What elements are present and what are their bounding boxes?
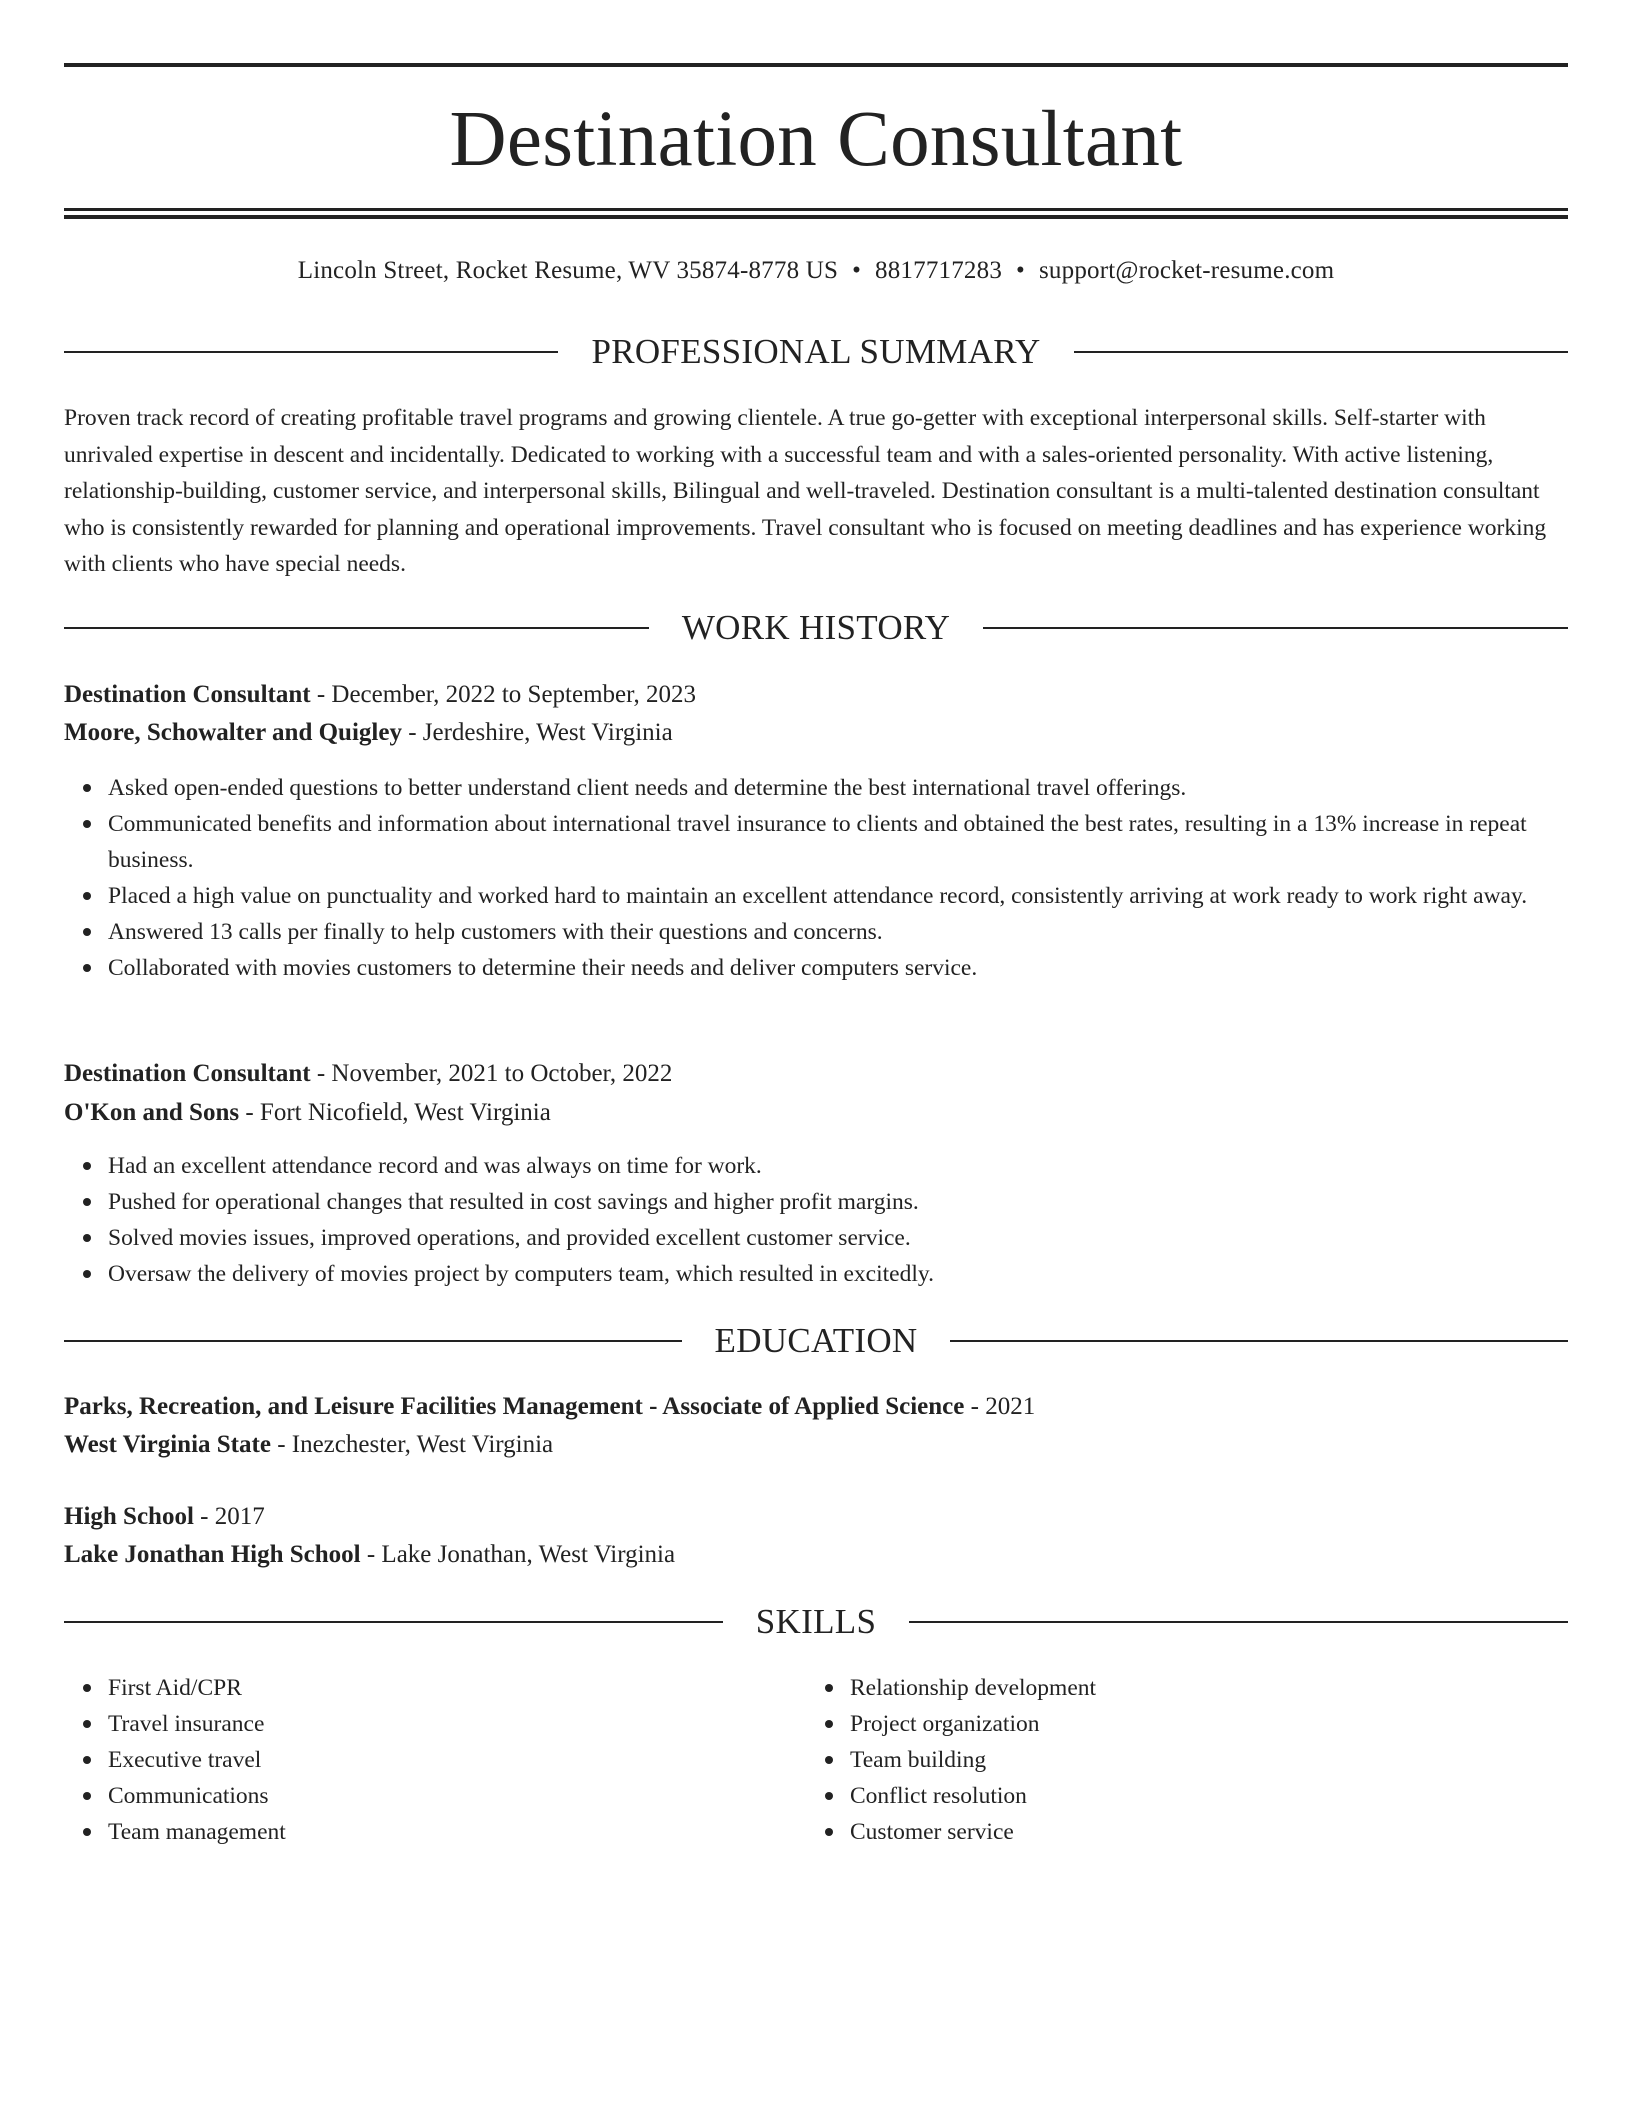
education-school: West Virginia State: [64, 1431, 271, 1458]
list-item: Answered 13 calls per finally to help customers with their questions and concerns.: [108, 914, 1568, 950]
section-heading-work-history: [64, 606, 1568, 650]
divider-line: [64, 1340, 682, 1342]
list-item: Had an excellent attendance record and was always on time for work.: [108, 1148, 1568, 1184]
list-item: Placed a high value on punctuality and worked hard to maintain an excellent attendance record, consistently arriving at work ready to work right away.: [108, 878, 1568, 914]
contact-email[interactable]: support@rocket-resume.com: [1038, 257, 1335, 284]
job-title-line: [64, 1057, 1568, 1091]
summary-text: Proven track record of creating profitable travel programs and growing clientele. A true go-getter with exceptional interpersonal skills. Self-starter with unrivaled expertise in descent and incidentally. Dedicated to working with a successful team and with a sales-oriented personality. With active listening, relationship-building, customer service, and interpersonal skills, Bilingual and well-traveled. Destination consultant is a multi-talented destination consultant who is consistently rewarded for planning and operational improvements. Travel consultant who is focused on meeting deadlines and has experience working with clients who have special needs.: [64, 405, 1547, 577]
contact-line: [64, 254, 1568, 288]
list-item: Pushed for operational changes that resulted in cost savings and higher profit margins.: [108, 1184, 1568, 1220]
education-school-line: [64, 1428, 1568, 1462]
header-top-rule: [64, 63, 1568, 67]
contact-separator: •: [1016, 257, 1025, 284]
header-double-rule-upper: [64, 208, 1568, 211]
skill-item: Customer service: [850, 1814, 1506, 1850]
job-dates: - December, 2022 to September, 2023: [310, 681, 696, 708]
skills-list-right: [806, 1670, 1506, 1850]
divider-line: [64, 351, 558, 353]
education-school: Lake Jonathan High School: [64, 1541, 361, 1568]
job-bullet-list: [64, 770, 1568, 986]
education-degree: Parks, Recreation, and Leisure Facilities Management - Associate of Applied Science: [64, 1393, 965, 1420]
section-title: SKILLS: [755, 1602, 877, 1641]
list-item: Asked open-ended questions to better understand client needs and determine the best international travel offerings.: [108, 770, 1568, 806]
divider-line: [1074, 351, 1568, 353]
divider-line: [64, 627, 649, 629]
skill-item: First Aid/CPR: [108, 1670, 764, 1706]
education-degree-line: [64, 1390, 1568, 1424]
header-double-rule-lower: [64, 215, 1568, 219]
section-heading-education: [64, 1319, 1568, 1363]
contact-separator: •: [852, 257, 862, 284]
skill-item: Project organization: [850, 1706, 1506, 1742]
contact-phone: 8817717283: [875, 257, 1003, 284]
education-year: - 2021: [964, 1393, 1036, 1420]
job-title: Destination Consultant: [64, 681, 311, 708]
skill-item: Travel insurance: [108, 1706, 764, 1742]
resume-name: Destination Consultant: [449, 96, 1183, 183]
job-company-line: [64, 716, 1568, 750]
education-location: - Inezchester, West Virginia: [270, 1431, 554, 1458]
job-company-line: [64, 1096, 1568, 1130]
section-title: EDUCATION: [714, 1321, 918, 1360]
list-item: Collaborated with movies customers to determine their needs and deliver computers service.: [108, 950, 1568, 986]
job-dates: - November, 2021 to October, 2022: [310, 1060, 673, 1087]
contact-address: Lincoln Street, Rocket Resume, WV 35874-8778 US: [297, 257, 839, 284]
skill-item: Conflict resolution: [850, 1778, 1506, 1814]
divider-line: [950, 1340, 1568, 1342]
education-degree-line: [64, 1500, 1568, 1534]
education-location: - Lake Jonathan, West Virginia: [360, 1541, 676, 1568]
divider-line: [909, 1621, 1568, 1623]
skill-item: Team building: [850, 1742, 1506, 1778]
job-bullet-list: [64, 1148, 1568, 1292]
education-school-line: [64, 1538, 1568, 1572]
list-item: Solved movies issues, improved operations, and provided excellent customer service.: [108, 1220, 1568, 1256]
job-company: Moore, Schowalter and Quigley: [64, 719, 402, 746]
list-item: Communicated benefits and information about international travel insurance to clients and obtained the best rates, resulting in a 13% increase in repeat business.: [108, 806, 1568, 878]
section-title: PROFESSIONAL SUMMARY: [591, 332, 1041, 371]
list-item: Oversaw the delivery of movies project by computers team, which resulted in excitedly.: [108, 1256, 1568, 1292]
job-title: Destination Consultant: [64, 1060, 311, 1087]
education-year: - 2017: [193, 1503, 265, 1530]
skills-list-left: [64, 1670, 764, 1850]
skill-item: Team management: [108, 1814, 764, 1850]
section-title: WORK HISTORY: [681, 608, 951, 647]
divider-line: [983, 627, 1568, 629]
education-degree: High School: [64, 1503, 194, 1530]
skill-item: Executive travel: [108, 1742, 764, 1778]
job-company: O'Kon and Sons: [64, 1099, 240, 1126]
skill-item: Communications: [108, 1778, 764, 1814]
skill-item: Relationship development: [850, 1670, 1506, 1706]
job-title-line: [64, 678, 1568, 712]
section-heading-skills: [64, 1600, 1568, 1644]
divider-line: [64, 1621, 723, 1623]
section-heading-summary: [64, 330, 1568, 374]
job-location: - Fort Nicofield, West Virginia: [239, 1099, 551, 1126]
job-location: - Jerdeshire, West Virginia: [401, 719, 673, 746]
